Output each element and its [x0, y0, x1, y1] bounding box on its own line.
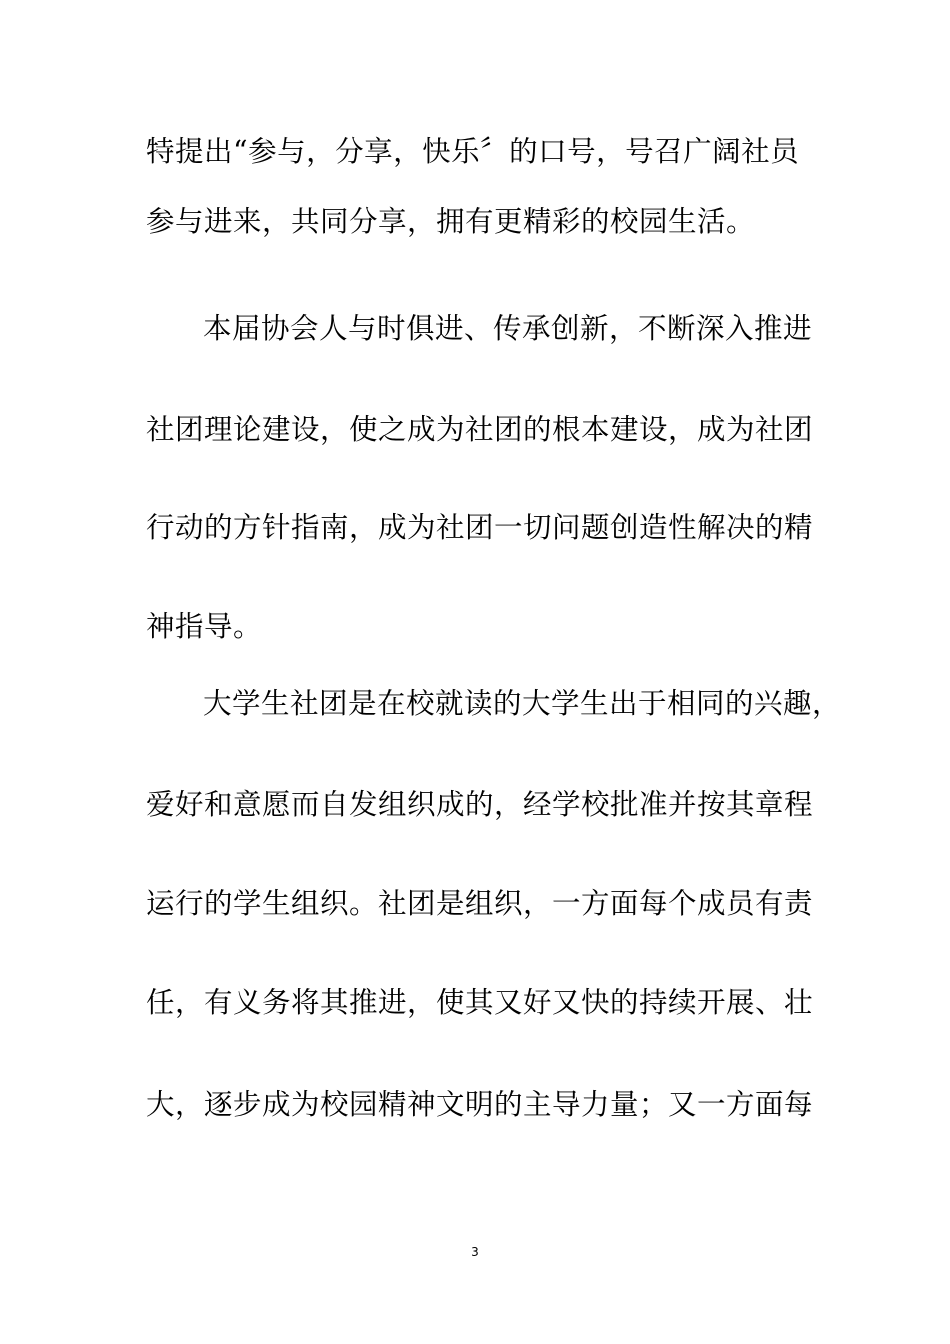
text-line-3: 本届协会人与时俱进、传承创新，不断深入推进	[203, 312, 813, 345]
text-line-7: 大学生社团是在校就读的大学生出于相同的兴趣，	[203, 687, 842, 720]
text-line-4: 社团理论建设，使之成为社团的根本建设，成为社团	[146, 413, 814, 446]
text-line-9: 运行的学生组织。社团是组织，一方面每个成员有责	[146, 887, 814, 920]
text-line-6: 神指导。	[146, 610, 263, 643]
text-line-11: 大，逐步成为校园精神文明的主导力量；又一方面每	[146, 1088, 814, 1121]
text-line-2: 参与进来，共同分享，拥有更精彩的校园生活。	[146, 205, 756, 238]
page-number: 3	[471, 1245, 479, 1259]
text-line-5: 行动的方针指南，成为社团一切问题创造性解决的精	[146, 511, 814, 544]
text-line-1: 特提出“参与，分享，快乐〞的口号，号召广阔社员	[146, 135, 800, 168]
text-line-8: 爱好和意愿而自发组织成的，经学校批准并按其章程	[146, 788, 814, 821]
text-line-10: 任，有义务将其推进，使其又好又快的持续开展、壮	[146, 986, 814, 1019]
